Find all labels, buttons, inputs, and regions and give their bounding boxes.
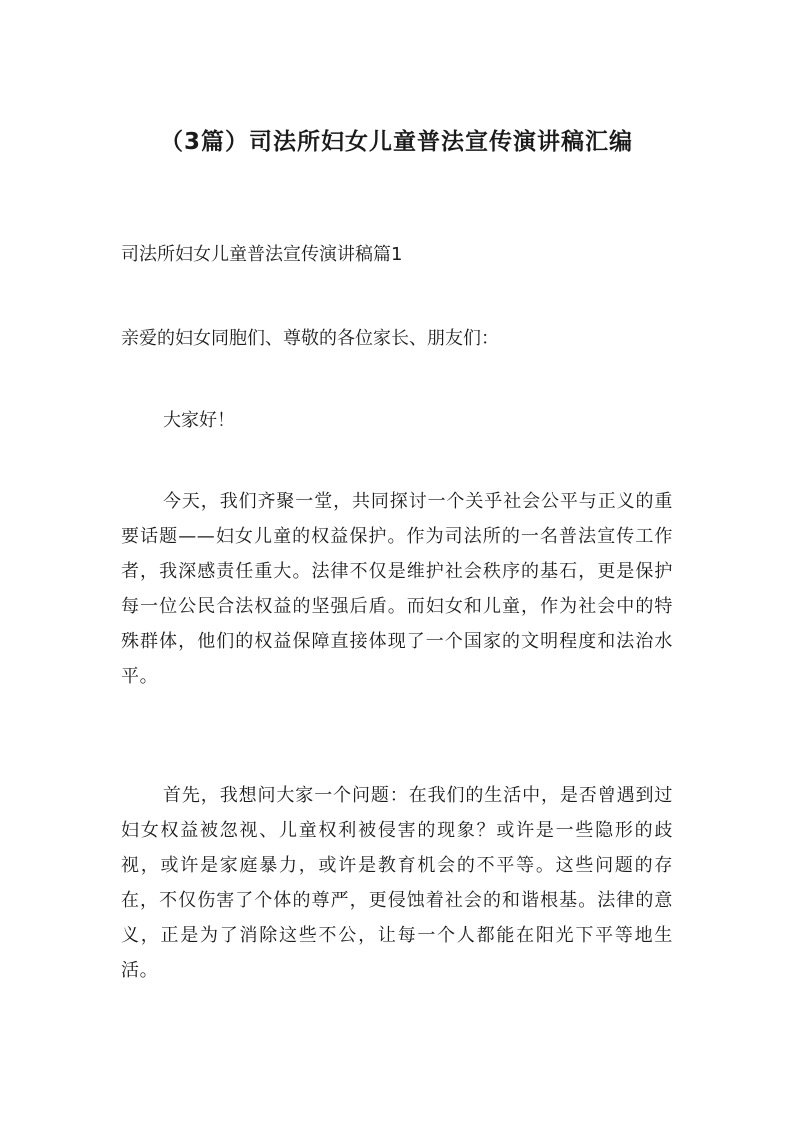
section-heading: 司法所妇女儿童普法宣传演讲稿篇1 xyxy=(121,244,403,265)
paragraph-1: 今天，我们齐聚一堂，共同探讨一个关乎社会公平与正义的重要话题——妇女儿童的权益保护。作为司法所的一名普法宣传工作者，我深感责任重大。法律不仅是维护社会秩序的基石，更是保护每一位公民合法权益的坚强后盾。而妇女和儿童，作为社会中的特殊群体，他们的权益保障直接体现了一个国家的文明程度和法治水平。 xyxy=(121,491,673,687)
salutation: 亲爱的妇女同胞们、尊敬的各位家长、朋友们： xyxy=(121,328,499,349)
opening-line: 大家好！ xyxy=(163,410,235,431)
paragraph-2: 首先，我想问大家一个问题：在我们的生活中，是否曾遇到过妇女权益被忽视、儿童权利被侵害的现象？或许是一些隐形的歧视，或许是家庭暴力，或许是教育机会的不平等。这些问题的存在，不仅伤害了个体的尊严，更侵蚀着社会的和谐根基。法律的意义，正是为了消除这些不公，让每一个人都能在阳光下平等地生活。 xyxy=(121,785,673,981)
document-title: （3篇）司法所妇女儿童普法宣传演讲稿汇编 xyxy=(159,129,633,155)
